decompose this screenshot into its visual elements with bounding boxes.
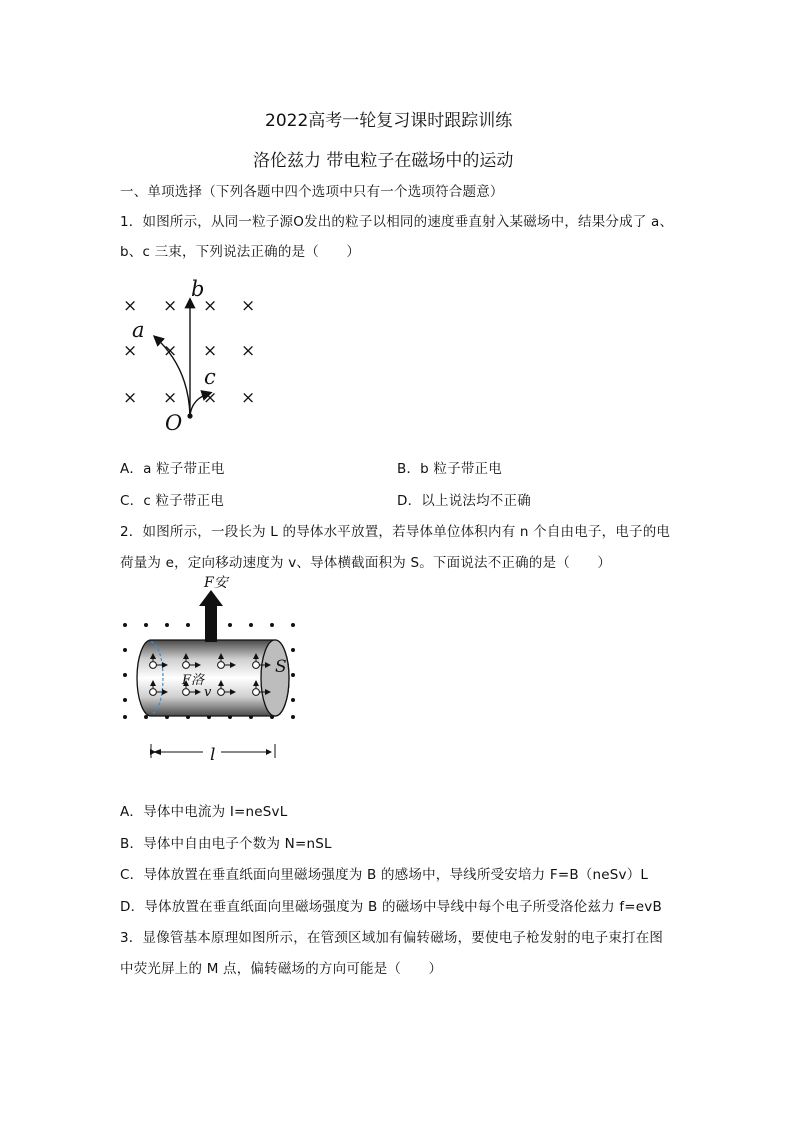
label-c: c	[204, 365, 216, 389]
field-mark: ×	[123, 388, 138, 408]
field-mark: ×	[203, 388, 218, 408]
q1-option-b: B．b 粒子带正电	[397, 461, 502, 477]
q1-option-d: D．以上说法均不正确	[397, 493, 531, 509]
page-subtitle: 洛伦兹力 带电粒子在磁场中的运动	[253, 151, 514, 171]
page-title: 2022高考一轮复习课时跟踪训练	[265, 111, 513, 131]
q2-line2: 荷量为 e，定向移动速度为 v、导体横截面积为 S。下面说法不正确的是（ ）	[120, 555, 612, 571]
q2-line1: 2．如图所示，一段长为 L 的导体水平放置，若导体单位体积内有 n 个自由电子，电子的电	[120, 524, 671, 540]
q2-option-a: A．导体中电流为 I=neSvL	[120, 804, 288, 820]
q3-line2: 中荧光屏上的 M 点，偏转磁场的方向可能是（ ）	[120, 961, 443, 977]
q2-option-b: B．导体中自由电子个数为 N=nSL	[120, 836, 332, 852]
field-mark: ×	[241, 341, 256, 361]
q1-figure	[115, 275, 275, 435]
label-o: O	[165, 411, 183, 435]
q1-option-a: A．a 粒子带正电	[120, 461, 225, 477]
label-v: v	[204, 685, 212, 700]
q2-figure	[115, 572, 315, 767]
field-mark: ×	[163, 388, 178, 408]
conductor-end-face	[261, 640, 289, 716]
q1-line1: 1．如图所示，从同一粒子源O发出的粒子以相同的速度垂直射入某磁场中，结果分成了 a、	[120, 214, 674, 230]
field-mark: ×	[123, 296, 138, 316]
field-mark: ×	[123, 341, 138, 361]
q2-option-c: C．导体放置在垂直纸面向里磁场强度为 B 的感场中，导线所受安培力 F=B（neSv）L	[120, 867, 649, 883]
q1-option-c: C．c 粒子带正电	[120, 493, 224, 509]
field-mark: ×	[163, 341, 178, 361]
section-heading: 一、单项选择（下列各题中四个选项中只有一个选项符合题意）	[120, 184, 504, 200]
label-a: a	[132, 318, 145, 342]
field-mark: ×	[163, 296, 178, 316]
field-mark: ×	[241, 388, 256, 408]
q3-line1: 3．显像管基本原理如图所示，在管颈区域加有偏转磁场，要使电子枪发射的电子束打在图	[120, 930, 664, 946]
field-mark: ×	[203, 341, 218, 361]
field-mark: ×	[203, 296, 218, 316]
label-s: S	[275, 657, 287, 677]
field-mark: ×	[241, 296, 256, 316]
label-f-an: F安	[204, 575, 228, 591]
label-l: l	[210, 745, 216, 765]
source-point	[187, 413, 192, 418]
q1-line2: b、c 三束，下列说法正确的是（ ）	[120, 244, 361, 260]
label-f-luo: F洛	[182, 673, 205, 688]
label-b: b	[191, 277, 205, 301]
q2-option-d: D．导体放置在垂直纸面向里磁场强度为 B 的磁场中导线中每个电子所受洛伦兹力 f=evB	[120, 899, 662, 915]
ampere-force-arrow	[199, 590, 223, 642]
